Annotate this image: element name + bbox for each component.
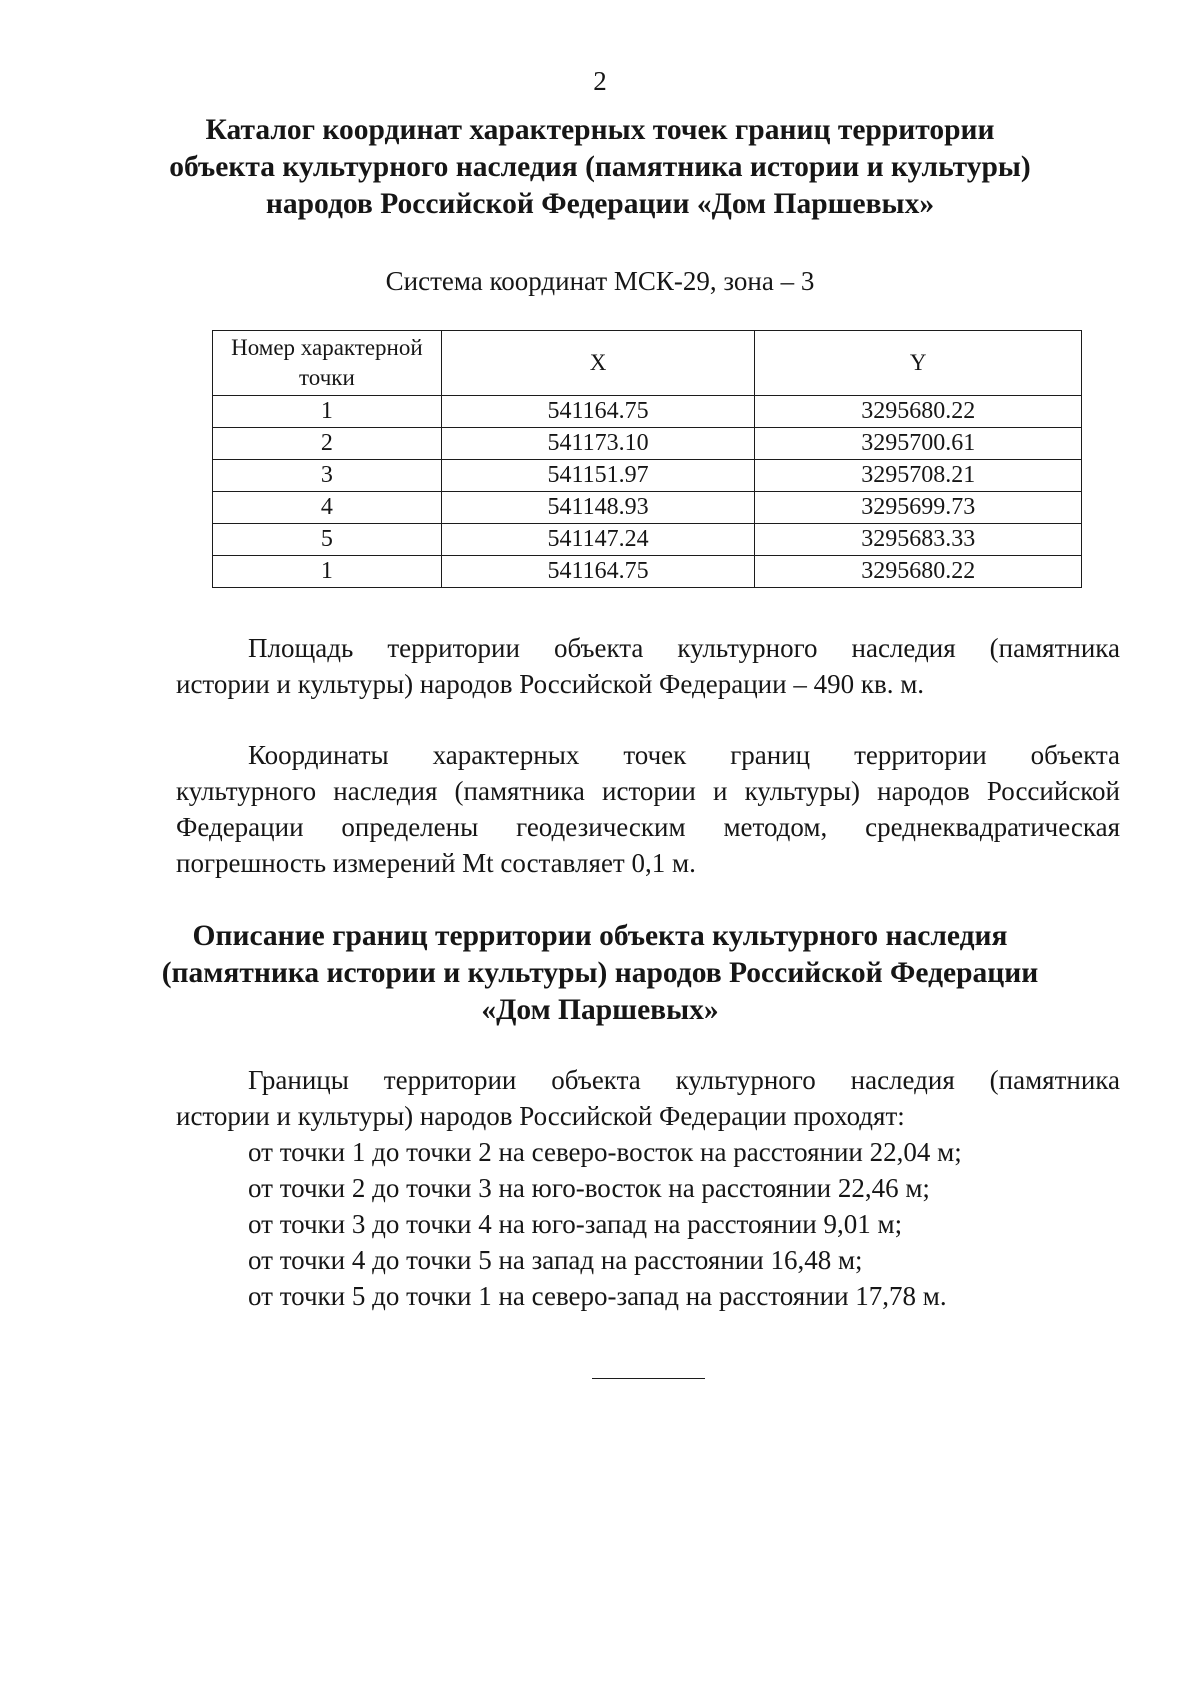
description-heading-line: «Дом Паршевых» — [481, 994, 719, 1026]
header-point-number-line: Номер характерной — [231, 335, 423, 360]
boundary-segment: от точки 1 до точки 2 на северо-восток на расстоянии 22,04 м; — [248, 1137, 962, 1167]
catalog-heading-line: объекта культурного наследия (памятника истории и культуры) — [169, 151, 1031, 183]
cell-y: 3295680.22 — [755, 556, 1082, 588]
boundary-segment: от точки 2 до точки 3 на юго-восток на расстоянии 22,46 м; — [248, 1173, 930, 1203]
boundary-segments-list — [248, 1134, 962, 1314]
page-number: 2 — [593, 66, 607, 96]
header-x: X — [441, 331, 755, 396]
table-header-row — [213, 331, 1082, 396]
cell-point: 3 — [213, 460, 442, 492]
cell-x: 541173.10 — [441, 428, 755, 460]
cell-point: 1 — [213, 556, 442, 588]
catalog-heading-line: Каталог координат характерных точек границ территории — [205, 114, 995, 146]
cell-point: 5 — [213, 524, 442, 556]
coordinate-system-caption: Система координат МСК-29, зона – 3 — [385, 266, 815, 296]
paragraph-line: Границы территории объекта культурного наследия (памятника — [248, 1065, 1120, 1095]
cell-y: 3295700.61 — [755, 428, 1082, 460]
table-row — [213, 556, 1082, 588]
cell-x: 541151.97 — [441, 460, 755, 492]
table-row — [213, 460, 1082, 492]
cell-point: 1 — [213, 396, 442, 428]
cell-x: 541164.75 — [441, 396, 755, 428]
paragraph-line: погрешность измерений Mt составляет 0,1 м. — [176, 848, 696, 878]
boundary-segment: от точки 4 до точки 5 на запад на расстоянии 16,48 м; — [248, 1245, 863, 1275]
catalog-heading — [0, 112, 1200, 223]
cell-x: 541147.24 — [441, 524, 755, 556]
cell-y: 3295708.21 — [755, 460, 1082, 492]
paragraph-line: Координаты характерных точек границ территории объекта — [248, 740, 1120, 770]
paragraph-line: Площадь территории объекта культурного наследия (памятника — [248, 633, 1120, 663]
coordinates-table — [212, 330, 1082, 588]
paragraph-line: истории и культуры) народов Российской Федерации проходят: — [176, 1101, 905, 1131]
description-heading — [0, 918, 1200, 1029]
cell-point: 4 — [213, 492, 442, 524]
cell-x: 541164.75 — [441, 556, 755, 588]
catalog-heading-line: народов Российской Федерации «Дом Паршевых» — [265, 188, 935, 220]
paragraph-line: культурного наследия (памятника истории и культуры) народов Российской — [176, 776, 1120, 806]
boundary-segment: от точки 3 до точки 4 на юго-запад на расстоянии 9,01 м; — [248, 1209, 903, 1239]
cell-y: 3295683.33 — [755, 524, 1082, 556]
boundary-segment: от точки 5 до точки 1 на северо-запад на расстоянии 17,78 м. — [248, 1281, 947, 1311]
cell-y: 3295699.73 — [755, 492, 1082, 524]
description-heading-line: (памятника истории и культуры) народов Российской Федерации — [161, 957, 1039, 989]
header-point-number-line: точки — [299, 365, 355, 390]
header-point-number — [213, 331, 442, 396]
cell-x: 541148.93 — [441, 492, 755, 524]
cell-point: 2 — [213, 428, 442, 460]
table-row — [213, 492, 1082, 524]
description-heading-line: Описание границ территории объекта культурного наследия — [192, 920, 1008, 952]
area-paragraph — [176, 630, 1120, 702]
boundary-paragraph — [176, 1062, 1120, 1134]
cell-y: 3295680.22 — [755, 396, 1082, 428]
table-row — [213, 428, 1082, 460]
end-of-document-rule — [592, 1378, 705, 1379]
table-row — [213, 524, 1082, 556]
paragraph-line: Федерации определены геодезическим методом, среднеквадратическая — [176, 812, 1120, 842]
header-y: Y — [755, 331, 1082, 396]
paragraph-line: истории и культуры) народов Российской Федерации – 490 кв. м. — [176, 669, 925, 699]
table-row — [213, 396, 1082, 428]
accuracy-paragraph — [176, 737, 1120, 881]
